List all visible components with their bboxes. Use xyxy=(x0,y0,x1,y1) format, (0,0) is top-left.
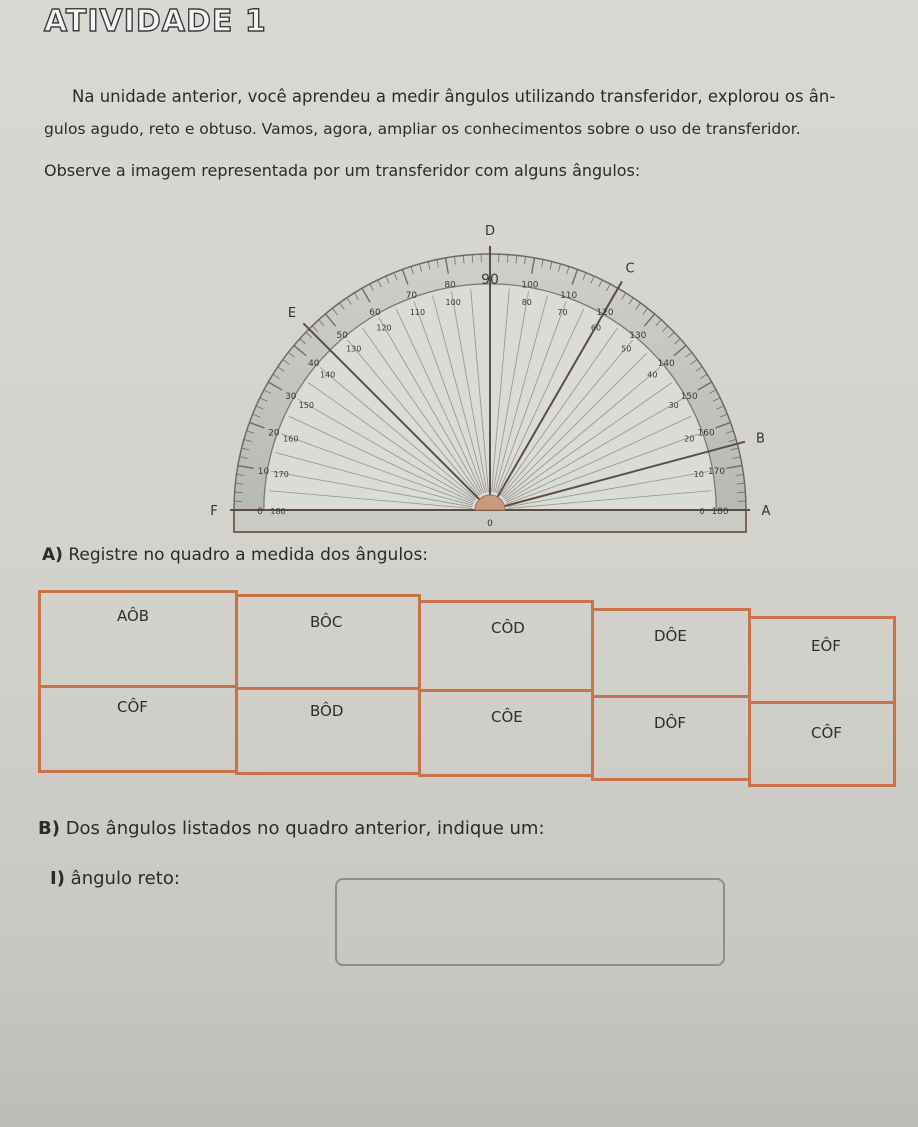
inner-scale-numeral: 40 xyxy=(647,370,658,380)
protractor-tick xyxy=(472,255,473,263)
inner-scale-numeral: 180 xyxy=(270,507,286,516)
inner-scale-numeral: 100 xyxy=(445,298,461,308)
table-cell-eof[interactable] xyxy=(748,616,896,704)
inner-scale-numeral: 50 xyxy=(621,344,632,354)
inner-scale-numeral: 160 xyxy=(283,434,299,444)
inner-scale-numeral: 150 xyxy=(298,401,315,410)
table-cell-boc[interactable] xyxy=(235,594,421,690)
outer-scale-numeral: 110 xyxy=(560,290,578,301)
table-label-cof: CÔF xyxy=(117,698,148,716)
table-label-eof: EÔF xyxy=(811,637,841,655)
outer-scale-numeral: 100 xyxy=(521,280,539,291)
outer-scale-numeral: 30 xyxy=(285,392,297,402)
inner-scale-numeral: 10 xyxy=(693,470,704,480)
inner-scale-numeral: 70 xyxy=(557,307,568,317)
outer-scale-numeral: 60 xyxy=(369,307,381,318)
inner-scale-numeral: 170 xyxy=(273,470,289,480)
table-cell-bod[interactable] xyxy=(235,687,421,775)
protractor-figure xyxy=(190,224,790,548)
question-b xyxy=(38,818,545,839)
table-cell-cod[interactable] xyxy=(418,600,594,692)
intro-paragraph-line-2: gulos agudo, reto e obtuso. Vamos, agora, ampliar os conhecimentos sobre o uso de transferidor. xyxy=(44,120,801,138)
inner-scale-numeral: 80 xyxy=(521,298,532,308)
inner-scale-numeral: 120 xyxy=(376,323,392,333)
table-label-aob: AÔB xyxy=(117,607,150,625)
inner-scale-numeral: 20 xyxy=(684,434,695,444)
right-angle-answer-box[interactable] xyxy=(335,878,725,966)
item-i-text: ângulo reto: xyxy=(70,868,180,889)
outer-scale-numeral: 50 xyxy=(336,330,348,341)
intro-paragraph-line-1: Na unidade anterior, você aprendeu a medir ângulos utilizando transferidor, explorou os ân- xyxy=(72,87,836,106)
table-label-doe: DÔE xyxy=(654,627,687,645)
outer-scale-numeral: 90 xyxy=(481,272,499,288)
question-a-text: Registre no quadro a medida dos ângulos: xyxy=(68,545,429,565)
point-label-e: E xyxy=(287,306,297,322)
protractor-tick xyxy=(507,255,508,263)
question-a-marker: A) xyxy=(42,545,63,565)
question-b-marker: B) xyxy=(38,818,60,839)
inner-scale-numeral: 130 xyxy=(346,344,362,354)
table-label-boc: BÔC xyxy=(310,613,343,631)
table-cell-dof[interactable] xyxy=(591,695,751,781)
outer-scale-numeral: 70 xyxy=(405,290,418,301)
outer-scale-numeral: 20 xyxy=(268,428,280,439)
inner-scale-numeral: 0 xyxy=(699,507,705,516)
activity-title: ATIVIDADE 1 xyxy=(44,4,267,39)
inner-scale-numeral: 140 xyxy=(319,370,336,380)
outer-scale-numeral: 120 xyxy=(596,307,614,318)
point-label-d: D xyxy=(484,224,496,239)
table-label-coe: CÔE xyxy=(491,708,523,726)
table-label-cod: CÔD xyxy=(491,619,525,637)
outer-scale-numeral: 80 xyxy=(444,280,456,291)
protractor-tick xyxy=(737,492,745,493)
point-label-c: C xyxy=(625,261,635,277)
table-cell-aob[interactable] xyxy=(38,590,238,688)
item-i xyxy=(50,868,180,889)
table-label-dof: DÔF xyxy=(654,714,686,732)
angle-table xyxy=(38,590,898,790)
outer-scale-numeral: 150 xyxy=(680,392,698,402)
outer-scale-numeral: 140 xyxy=(657,359,675,370)
outer-scale-numeral: 40 xyxy=(308,359,320,370)
inner-scale-numeral: 30 xyxy=(668,401,679,410)
item-i-marker: I) xyxy=(50,868,65,889)
question-b-text: Dos ângulos listados no quadro anterior, indique um: xyxy=(65,818,545,839)
table-cell-coe[interactable] xyxy=(418,689,594,777)
outer-scale-numeral: 170 xyxy=(707,467,726,478)
point-label-f: F xyxy=(210,504,218,519)
table-cell-cof-2[interactable] xyxy=(748,701,896,787)
observe-instruction: Observe a imagem representada por um transferidor com alguns ângulos: xyxy=(44,161,641,180)
outer-scale-numeral: 180 xyxy=(711,507,729,517)
question-a xyxy=(42,545,428,565)
inner-scale-numeral: 60 xyxy=(590,323,602,333)
outer-scale-numeral: 0 xyxy=(257,507,263,517)
protractor-center-label: 0 xyxy=(487,519,493,529)
protractor-tick xyxy=(235,492,243,493)
point-label-a: A xyxy=(761,504,771,519)
inner-scale-numeral: 110 xyxy=(409,307,426,317)
table-cell-doe[interactable] xyxy=(591,608,751,698)
table-label-bod: BÔD xyxy=(310,702,344,720)
table-cell-cof[interactable] xyxy=(38,685,238,773)
outer-scale-numeral: 130 xyxy=(629,330,647,341)
point-label-b: B xyxy=(755,431,765,447)
outer-scale-numeral: 160 xyxy=(697,428,715,439)
table-label-cof-2: CÔF xyxy=(811,724,842,742)
outer-scale-numeral: 10 xyxy=(257,467,270,478)
